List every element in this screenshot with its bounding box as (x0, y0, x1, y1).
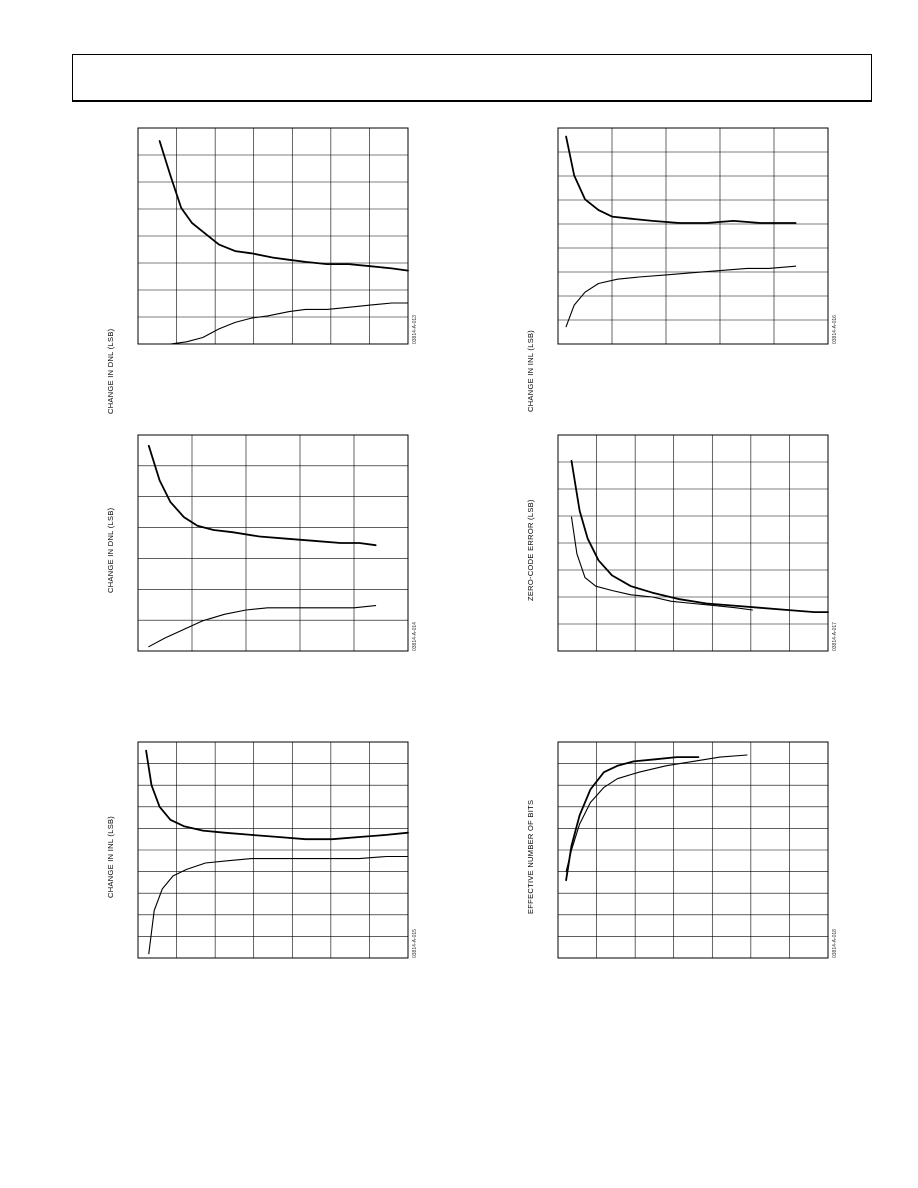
page-header-box (72, 54, 872, 102)
series-line-lower (149, 606, 376, 647)
y-axis-label: CHANGE IN DNL (LSB) (106, 328, 115, 414)
chart-dnl-1 (100, 128, 430, 414)
plot-area (520, 742, 850, 970)
figure-id: 03814-A-015 (412, 929, 418, 958)
series-line-upper (160, 141, 408, 271)
plot-area (100, 128, 430, 356)
series-line-b (566, 755, 747, 872)
plot-area (100, 435, 430, 663)
chart-inl-1 (520, 128, 850, 412)
y-axis-label: EFFECTIVE NUMBER OF BITS (526, 799, 535, 914)
y-axis-label: CHANGE IN INL (LSB) (526, 329, 535, 412)
figure-id: 03814-A-013 (412, 315, 418, 344)
series-line-lower (572, 517, 753, 610)
plot-area (100, 742, 430, 970)
chart-dnl-2 (100, 435, 430, 663)
figure-id: 03814-A-017 (832, 622, 838, 651)
figure-id: 03814-A-016 (832, 315, 838, 344)
series-line-upper (149, 446, 376, 545)
y-axis-label: ZERO-CODE ERROR (LSB) (526, 499, 535, 601)
series-line-lower (566, 266, 796, 327)
series-line-lower (149, 857, 408, 954)
plot-frame (138, 435, 408, 651)
y-axis-label: CHANGE IN DNL (LSB) (106, 507, 115, 593)
series-line-upper (566, 137, 796, 223)
series-line-lower (170, 303, 408, 344)
y-axis-label: CHANGE IN INL (LSB) (106, 815, 115, 898)
series-line-a (566, 757, 698, 880)
plot-frame (558, 128, 828, 344)
plot-area (520, 435, 850, 663)
chart-enob (520, 742, 850, 970)
chart-zero-code-error (520, 435, 850, 663)
figure-id: 03814-A-018 (832, 929, 838, 958)
chart-inl-2 (100, 742, 430, 970)
plot-area (520, 128, 850, 356)
figure-id: 03814-A-014 (412, 622, 418, 651)
